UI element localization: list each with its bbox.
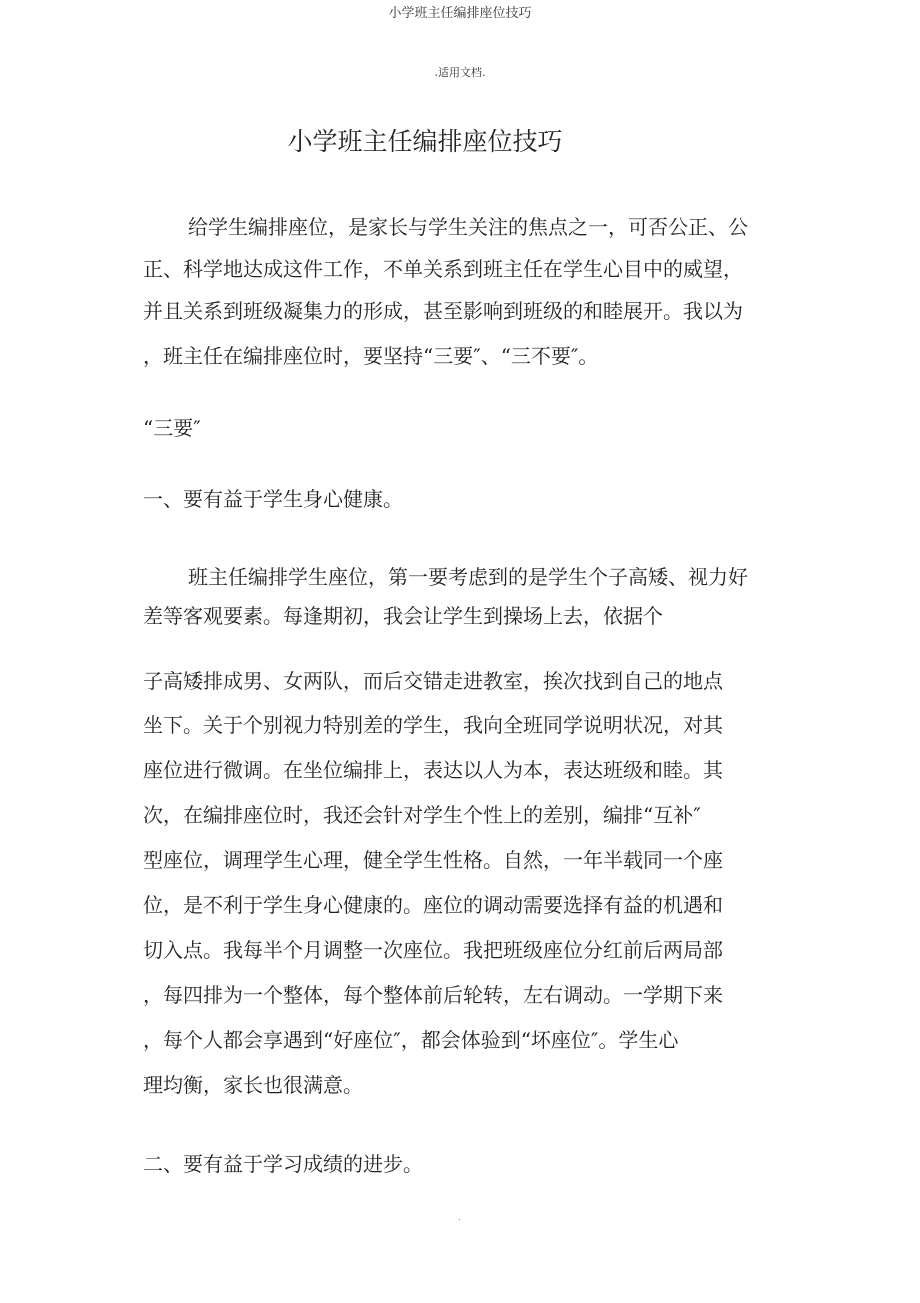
subsection-heading: 一、要有益于学生身心健康。 [143,487,403,511]
paragraph-line: 理均衡，家长也很满意。 [143,1073,363,1097]
paragraph-line: 切入点。我每半个月调整一次座位。我把班级座位分红前后两局部 [143,938,723,962]
running-header: 小学班主任编排座位技巧 [388,6,532,21]
paragraph-line: 型座位，调理学生心理，健全学生性格。自然，一年半载同一个座 [143,848,723,872]
paragraph-line: ，班主任在编排座位时，要坚持“三要″、“三不要″。 [143,344,599,368]
document-title: 小学班主任编排座位技巧 [287,127,563,156]
paragraph-line: 并且关系到班级凝集力的形成，甚至影响到班级的和睦展开。我以为 [143,299,743,323]
paragraph-line: 位，是不利于学生身心健康的。座位的调动需要选择有益的机遇和 [143,893,723,917]
paragraph-line: 班主任编排学生座位，第一要考虑到的是学生个子高矮、视力好 [188,565,748,589]
paragraph-line: ，每个人都会享遇到“好座位″，都会体验到“坏座位″。学生心 [143,1028,679,1052]
section-heading: “三要″ [143,416,201,440]
subsection-heading: 二、要有益于学习成绩的进步。 [143,1152,423,1176]
paragraph-line: 坐下。关于个别视力特别差的学生，我向全班同学说明状况，对其 [143,713,723,737]
paragraph-line: 座位进行微调。在坐位编排上，表达以人为本，表达班级和睦。其 [143,758,723,782]
paragraph-line: 子高矮排成男、女两队，而后交错走进教室，挨次找到自己的地点 [143,669,723,693]
document-note: .适用文档. [434,66,486,79]
paragraph-line: 给学生编排座位，是家长与学生关注的焦点之一，可否公正、公 [188,215,748,239]
paragraph-line: 正、科学地达成这件工作，不单关系到班主任在学生心目中的威望， [143,257,743,281]
footer-mark: . [458,1213,461,1222]
paragraph-line: ，每四排为一个整体，每个整体前后轮转，左右调动。一学期下来 [143,983,723,1007]
paragraph-line: 差等客观要素。每逢期初，我会让学生到操场上去，依据个 [143,604,663,628]
paragraph-line: 次，在编排座位时，我还会针对学生个性上的差别，编排“互补″ [143,803,701,827]
